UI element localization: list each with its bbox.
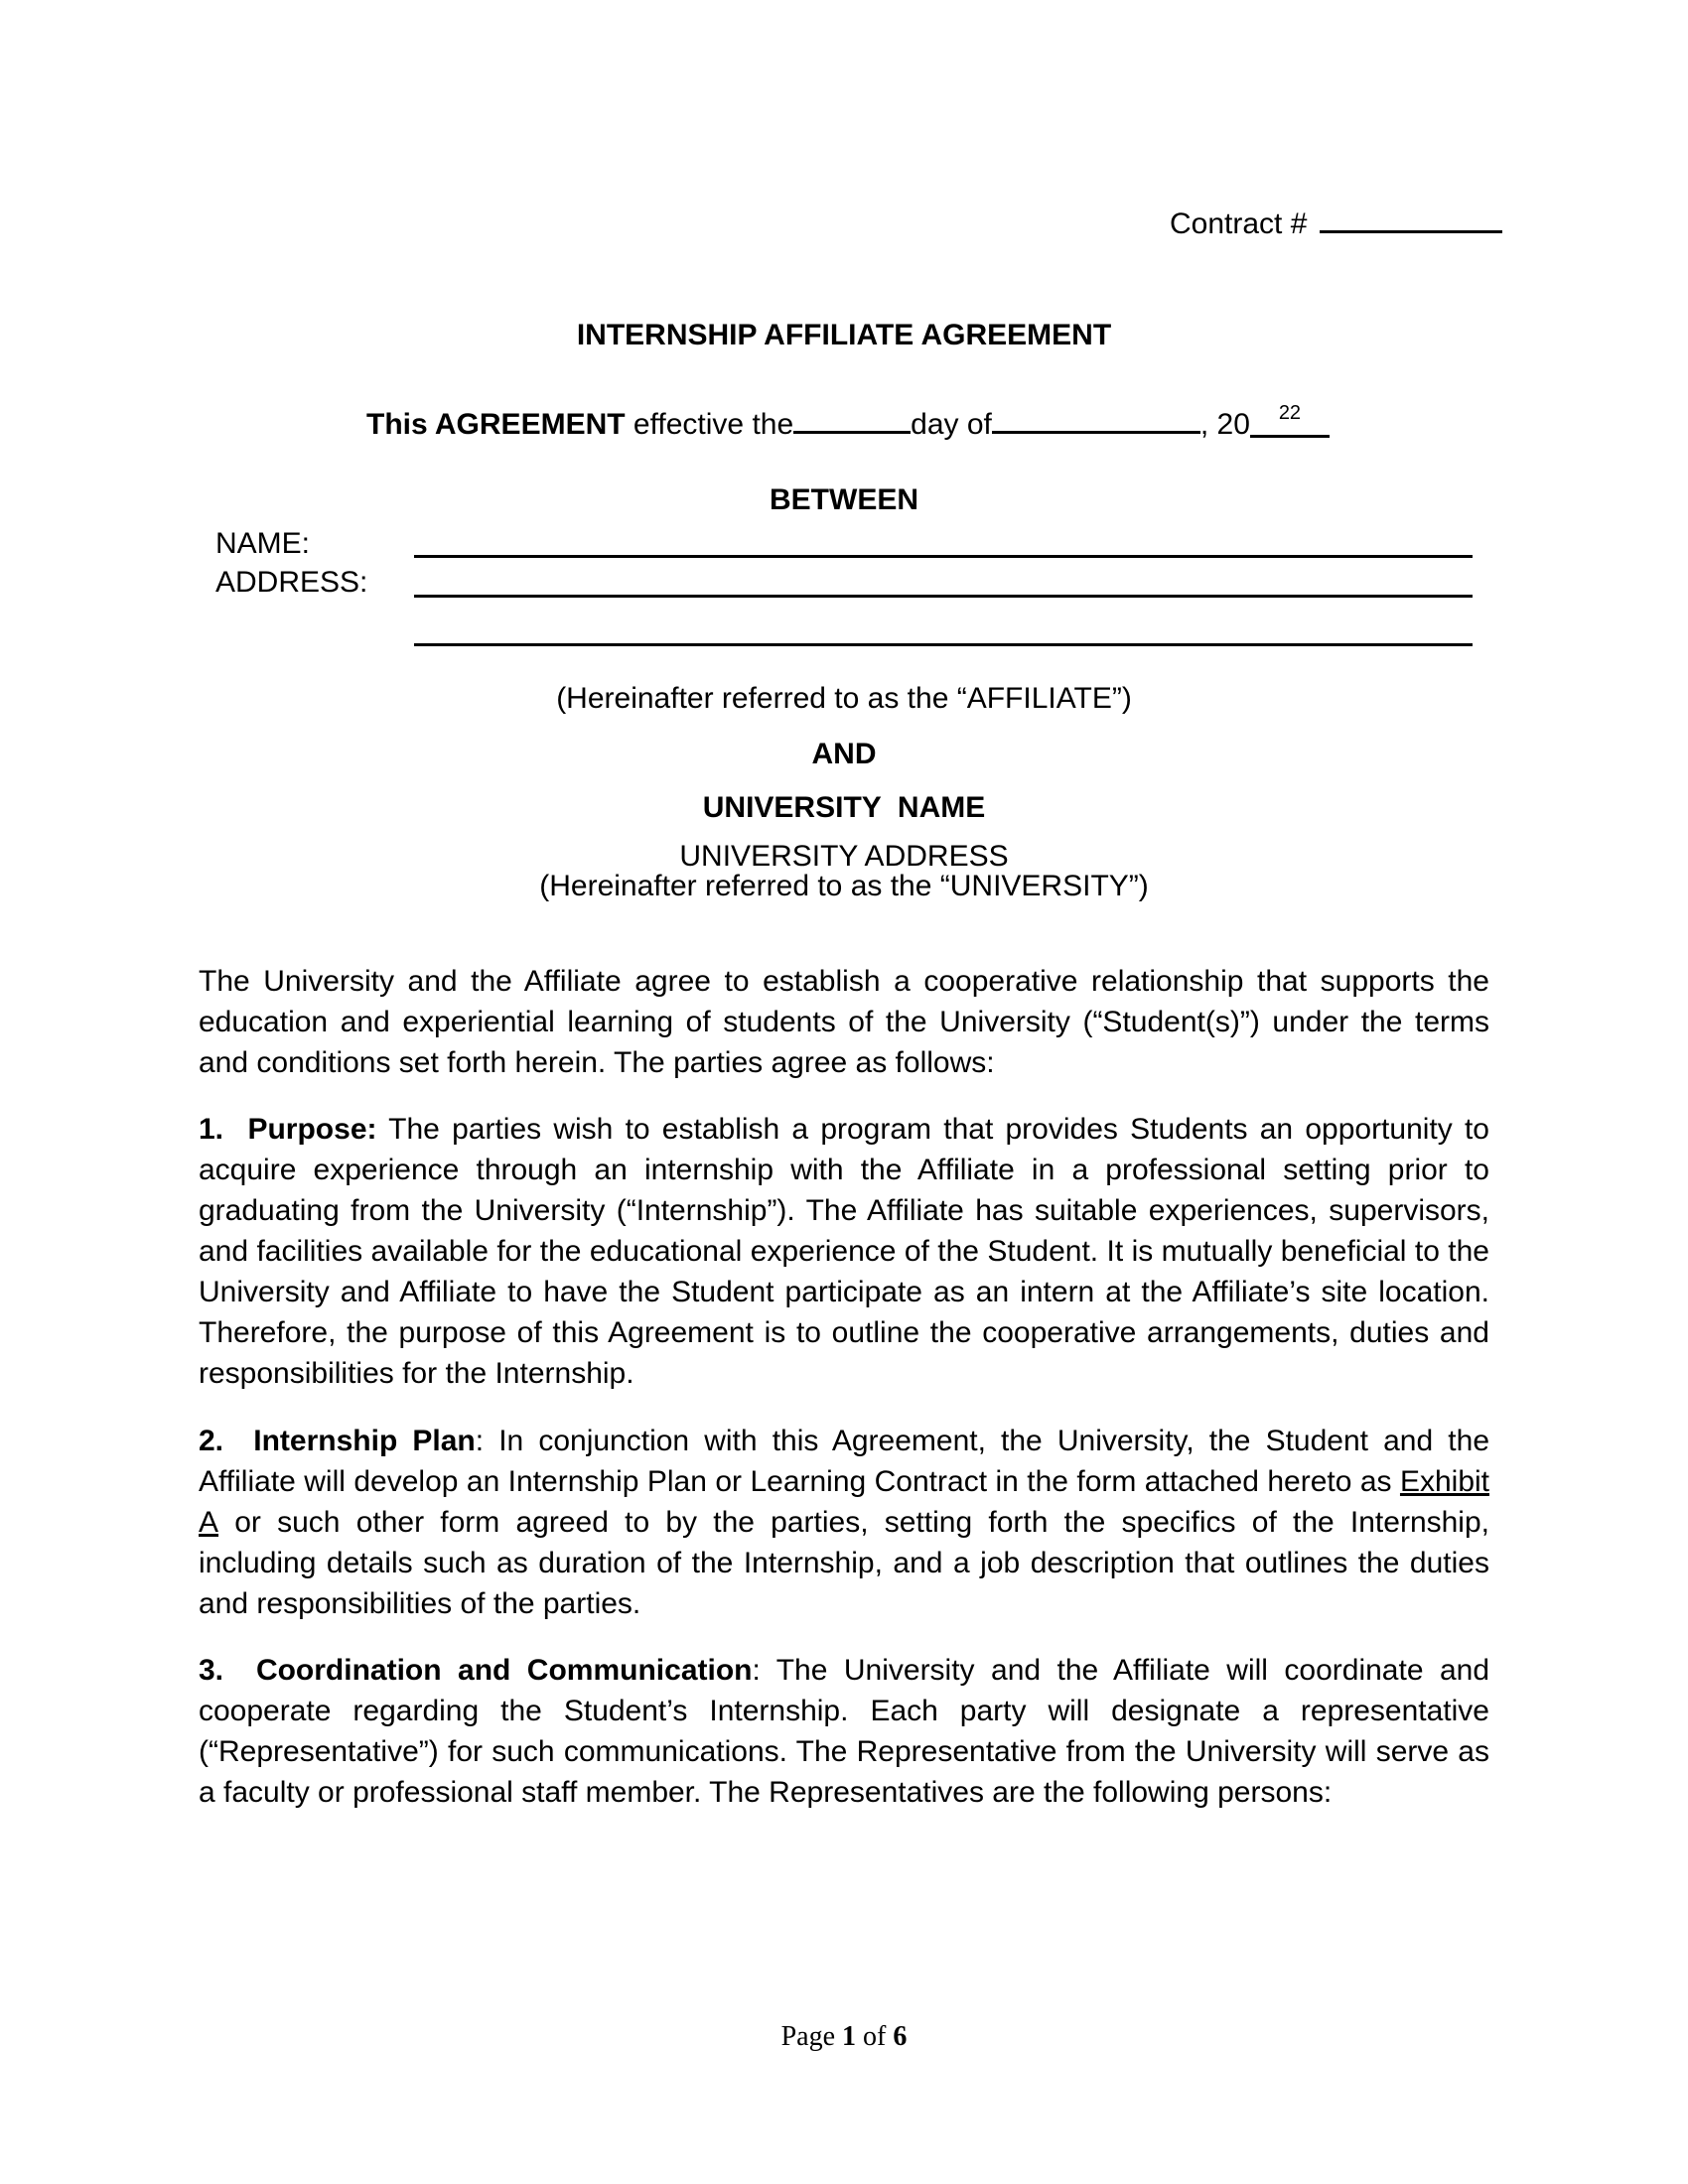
section-heading: Internship Plan — [253, 1425, 476, 1457]
section-heading: Coordination and Communication — [255, 1654, 753, 1687]
section-number: 3. — [199, 1654, 224, 1687]
university-reference: (Hereinafter referred to as the “UNIVERSITY”) — [539, 870, 1149, 902]
document-title: INTERNSHIP AFFILIATE AGREEMENT — [576, 319, 1112, 351]
affiliate-reference: (Hereinafter referred to as the “AFFILIATE”) — [556, 682, 1132, 715]
section-text: or such other form agreed to by the parties, setting forth the specifics of the Internship, including details such as duration of the Internship, and a job description that outlines the duties and responsibilities of the parties. — [199, 1506, 1489, 1620]
intro-text: The University and the Affiliate agree to establish a cooperative relationship that supports the education and experiential learning of students of the University (“Student(s)”) under the terms and conditions set forth herein. The parties agree as follows: — [199, 965, 1489, 1079]
section-text: : The University and the Affiliate will coordinate and cooperate regarding the Student’s Internship. Each party will designate a representative (“Representative”) for such communications. The Representative from the University will serve as a faculty or professional staff member. The Representatives are the following persons: — [199, 1654, 1490, 1809]
section-coordination — [199, 1650, 1489, 1813]
year-field[interactable] — [1250, 402, 1330, 438]
exhibit-a-link[interactable]: Exhibit A — [199, 1465, 1489, 1539]
section-text: The parties wish to establish a program that provides Students an opportunity to acquire experience through an internship with the Affiliate in a professional setting prior to graduating from the University (“Internship”). The Affiliate has suitable experiences, supervisors, and facilities available for the educational experience of the Student. It is mutually beneficial to the University and Affiliate to have the Student participate as an intern at the Affiliate’s site location. Therefore, the purpose of this Agreement is to outline the cooperative arrangements, duties and responsibilities for the Internship. — [199, 1113, 1489, 1390]
section-heading: Purpose: — [247, 1113, 377, 1146]
between-heading: BETWEEN — [770, 483, 918, 516]
year-suffix: 22 — [1278, 402, 1302, 424]
and-heading: AND — [811, 738, 877, 770]
of-label: of — [863, 2021, 887, 2052]
section-purpose — [199, 1109, 1489, 1394]
page-label: Page — [780, 2021, 836, 2052]
address-field-line-1[interactable] — [414, 595, 1473, 598]
effective-line — [366, 401, 1330, 443]
page-number: 1 — [842, 2021, 857, 2052]
address-field-line-2[interactable] — [414, 643, 1473, 646]
address-label: ADDRESS: — [215, 566, 368, 599]
page-footer — [0, 2021, 1688, 2053]
name-field[interactable] — [414, 555, 1473, 558]
contract-number-field[interactable] — [1320, 199, 1502, 233]
month-field[interactable] — [992, 401, 1200, 434]
agreement-lead: This AGREEMENT — [366, 408, 626, 441]
university-address: UNIVERSITY ADDRESS — [679, 840, 1009, 873]
section-number: 1. — [199, 1113, 224, 1146]
contract-label: Contract # — [1170, 207, 1308, 240]
university-name: UNIVERSITY NAME — [702, 791, 986, 824]
section-internship-plan — [199, 1421, 1489, 1624]
intro-paragraph — [199, 961, 1489, 1083]
contract-number — [1170, 199, 1502, 242]
name-label: NAME: — [215, 527, 311, 560]
day-of-text: day of — [911, 408, 992, 441]
effective-text: effective the — [633, 408, 794, 441]
section-number: 2. — [199, 1425, 224, 1457]
day-field[interactable] — [793, 401, 911, 434]
year-prefix: , 20 — [1199, 408, 1250, 441]
section-text: : In conjunction with this Agreement, the University, the Student and the Affiliate will develop an Internship Plan or Learning Contract in the form attached hereto as — [199, 1425, 1489, 1498]
page-total: 6 — [893, 2021, 908, 2052]
